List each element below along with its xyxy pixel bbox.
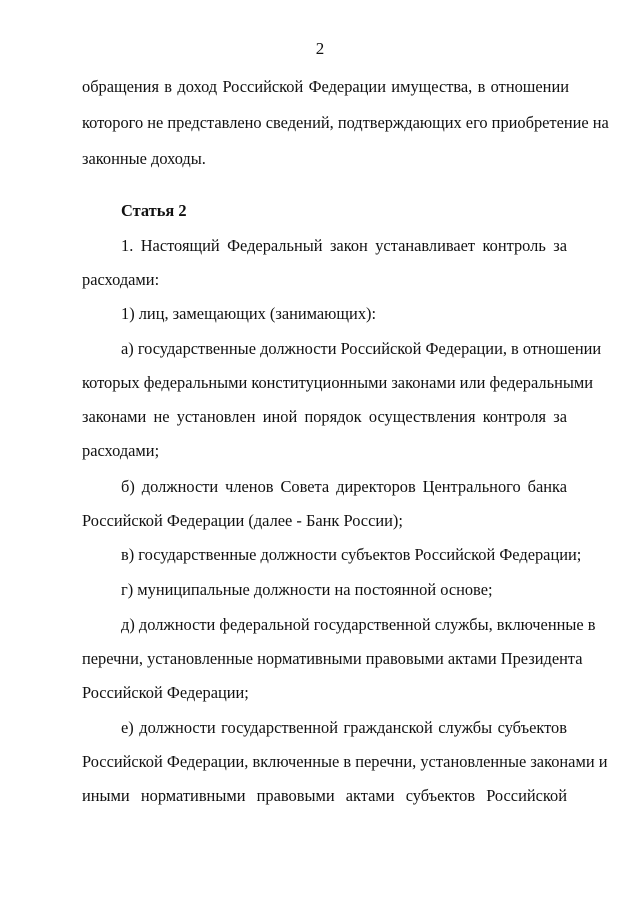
text-line: а) государственные должности Российской Федерации, в отношении	[121, 339, 602, 358]
text-line: д) должности федеральной государственной службы, включенные в	[121, 615, 596, 634]
text-line: е) должности государственной гражданской службы субъектов	[121, 718, 567, 737]
page-number: 2	[315, 39, 325, 58]
text-line: законные доходы.	[82, 149, 206, 168]
text-line: Российской Федерации;	[82, 683, 249, 702]
text-line: обращения в доход Российской Федерации имущества, в отношении	[82, 77, 569, 96]
text-line: 1. Настоящий Федеральный закон устанавливает контроль за	[121, 236, 567, 255]
text-line: которых федеральными конституционными законами или федеральными	[82, 373, 593, 392]
text-line: Российской Федерации (далее - Банк России);	[82, 511, 403, 530]
text-line: б) должности членов Совета директоров Центрального банка	[121, 477, 567, 496]
text-line: в) государственные должности субъектов Российской Федерации;	[121, 545, 582, 564]
text-line: которого не представлено сведений, подтверждающих его приобретение на	[82, 113, 609, 132]
text-line: расходами:	[82, 270, 160, 289]
text-line: расходами;	[82, 441, 160, 460]
text-line: законами не установлен иной порядок осуществления контроля за	[82, 407, 567, 426]
text-line: г) муниципальные должности на постоянной основе;	[121, 580, 493, 599]
text-line: иными нормативными правовыми актами субъектов Российской	[82, 786, 567, 805]
text-line: 1) лиц, замещающих (занимающих):	[121, 304, 377, 323]
text-line: Российской Федерации, включенные в перечни, установленные законами и	[82, 752, 608, 771]
text-line: перечни, установленные нормативными правовыми актами Президента	[82, 649, 583, 668]
article-heading: Статья 2	[121, 201, 187, 220]
